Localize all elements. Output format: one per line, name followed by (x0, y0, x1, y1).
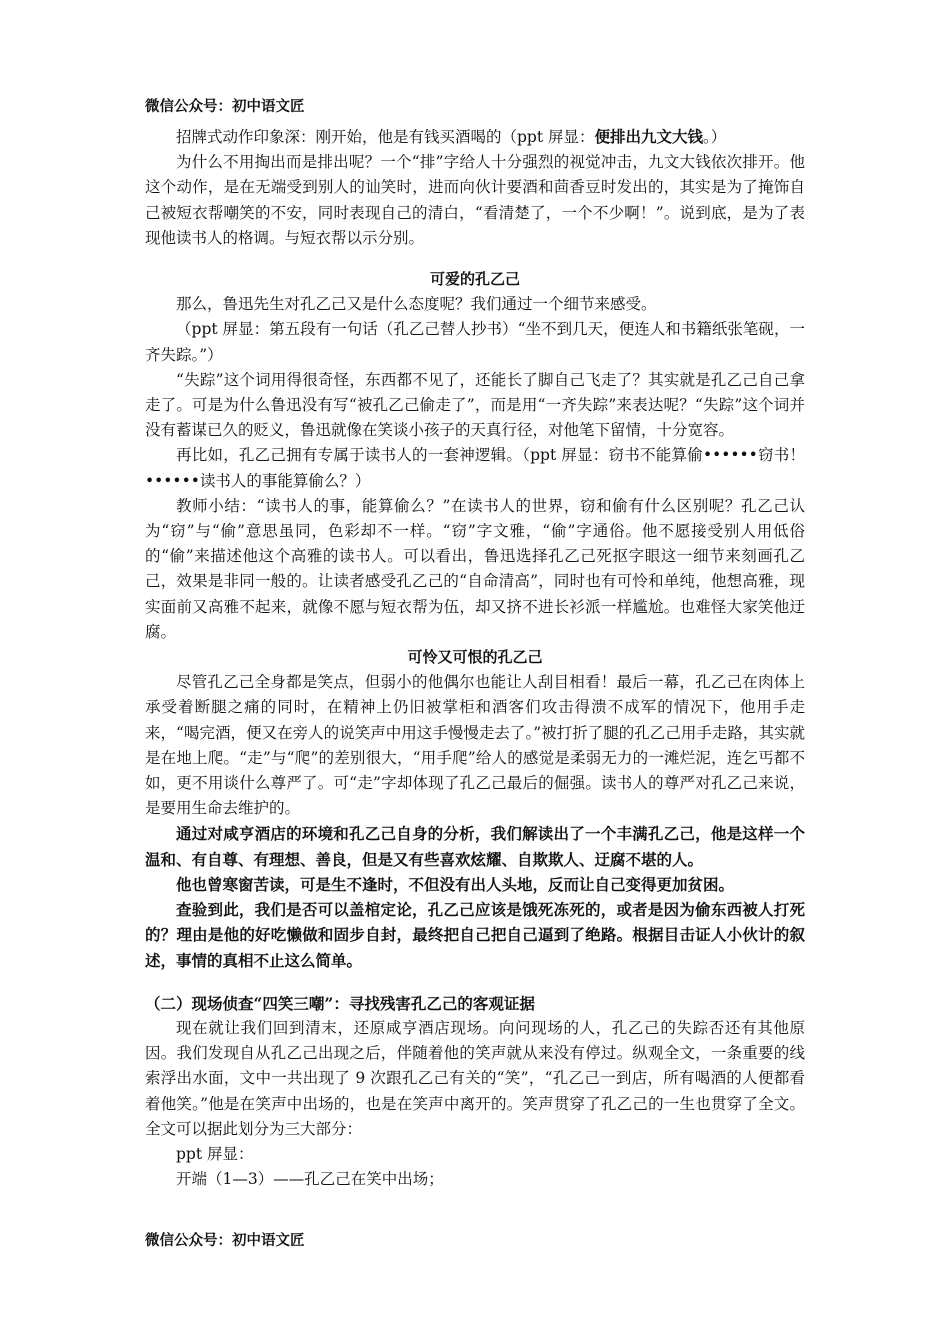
paragraph: 开端（1—3）——孔乙己在笑中出场； (176, 1170, 444, 1189)
paragraph: ppt 屏显： (176, 1144, 254, 1163)
bold-paragraph: 查验到此，我们是否可以盖棺定论，孔乙己应该是饿死冻死的，或者是因为偷东西被人打死的？理由是他的好吃懒做和固步自封，最终把自己把自己逼到了绝路。根据目击证人小伙计的叙述，事情的真相不止这么简单。 (145, 900, 805, 970)
paragraph: 再比如，孔乙己拥有专属于读书人的一套神逻辑。（ppt 屏显：窃书不能算偷••••••窃书！••••••读书人的事能算偷么？） (145, 446, 805, 490)
bold-paragraph: 通过对咸亨酒店的环境和孔乙己自身的分析，我们解读出了一个丰满孔乙己，他是这样一个温和、有自尊、有理想、善良，但是又有些喜欢炫耀、自欺欺人、迂腐不堪的人。 (145, 824, 805, 869)
bold-quote: 便排出九文大钱 (594, 127, 704, 146)
page-footer: 微信公众号：初中语文匠 (145, 1233, 305, 1249)
paragraph: 教师小结：“读书人的事，能算偷么？”在读书人的世界，窃和偷有什么区别呢？孔乙己认为“窃”与“偷”意思虽同，色彩却不一样。“窃”字文雅，“偷”字通俗。他不愿接受别人用低俗的“偷”来描述他这个高雅的读书人。可以看出，鲁迅选择孔乙己死抠字眼这一细节来刻画孔乙己，效果是非同一般的。让读者感受孔乙己的“自命清高”，同时也有可怜和单纯，他想高雅，现实面前又高雅不起来，就像不愿与短衣帮为伍，却又挤不进长衫派一样尴尬。也难怪大家笑他迂腐。 (145, 496, 805, 641)
section-heading-pitiful: 可怜又可恨的孔乙己 (407, 648, 543, 667)
paragraph: “失踪”这个词用得很奇怪，东西都不见了，还能长了脚自己飞走了？其实就是孔乙己自己拿走了。可是为什么鲁迅没有写“被孔乙己偷走了”，而是用“一齐失踪”来表达呢？“失踪”这个词并没有蓄谋已久的贬义，鲁迅就像在笑谈小孩子的天真行径，对他笔下留情，十分宽容。 (145, 370, 805, 440)
paragraph: 那么，鲁迅先生对孔乙己又是什么态度呢？我们通过一个细节来感受。 (176, 295, 657, 314)
page-header: 微信公众号：初中语文匠 (145, 99, 305, 115)
paragraph: 尽管孔乙己全身都是笑点，但弱小的他偶尔也能让人刮目相看！最后一幕，孔乙己在肉体上承受着断腿之痛的同时，在精神上仍旧被掌柜和酒客们攻击得溃不成军的情况下，他用手走来，“喝完酒，便又在旁人的说笑声中用这手慢慢走去了。”被打折了腿的孔乙己用手走路，其实就是在地上爬。“走”与“爬”的差别很大，“用手爬”给人的感觉是柔弱无力的一滩烂泥，连乞丐都不如，更不用谈什么尊严了。可“走”字却体现了孔乙己最后的倔强。读书人的尊严对孔乙己来说，是要用生命去维护的。 (145, 673, 805, 818)
paragraph-gesture (145, 124, 805, 150)
text-run: 。） (703, 128, 727, 146)
section-heading-lovely: 可爱的孔乙己 (429, 270, 520, 289)
paragraph: 为什么不用掏出而是排出呢？一个“排”字给人十分强烈的视觉冲击，九文大钱依次排开。他这个动作，是在无端受到别人的讪笑时，进而向伙计要酒和茴香豆时发出的，其实是为了掩饰自己被短衣帮嘲笑的不安，同时表现自己的清白，“看清楚了，一个不少啊！”。说到底，是为了表现他读书人的格调。与短衣帮以示分别。 (145, 153, 805, 247)
document-body (145, 124, 805, 1192)
paragraph: 现在就让我们回到清末，还原咸亨酒店现场。向问现场的人，孔乙己的失踪否还有其他原因。我们发现自从孔乙己出现之后，伴随着他的笑声就从来没有停过。纵观全文，一条重要的线索浮出水面，文中一共出现了 9 次跟孔乙己有关的“笑”，“孔乙己一到店，所有喝酒的人便都看着他笑。”他是在笑声中出场的，也是在笑声中离开的。笑声贯穿了孔乙己的一生也贯穿了全文。全文可以据此划分为三大部分： (145, 1018, 805, 1138)
paragraph: （ppt 屏显：第五段有一句话（孔乙己替人抄书）“坐不到几天，便连人和书籍纸张笔砚，一齐失踪。”） (145, 320, 805, 364)
text-run: 招牌式动作印象深：刚开始，他是有钱买酒喝的（ppt 屏显： (176, 128, 595, 146)
section-heading-investigation: （二）现场侦查“四笑三嘲”：寻找残害孔乙己的客观证据 (145, 993, 535, 1013)
bold-paragraph: 他也曾寒窗苦读，可是生不逢时，不但没有出人头地，反而让自己变得更加贫困。 (176, 874, 735, 894)
